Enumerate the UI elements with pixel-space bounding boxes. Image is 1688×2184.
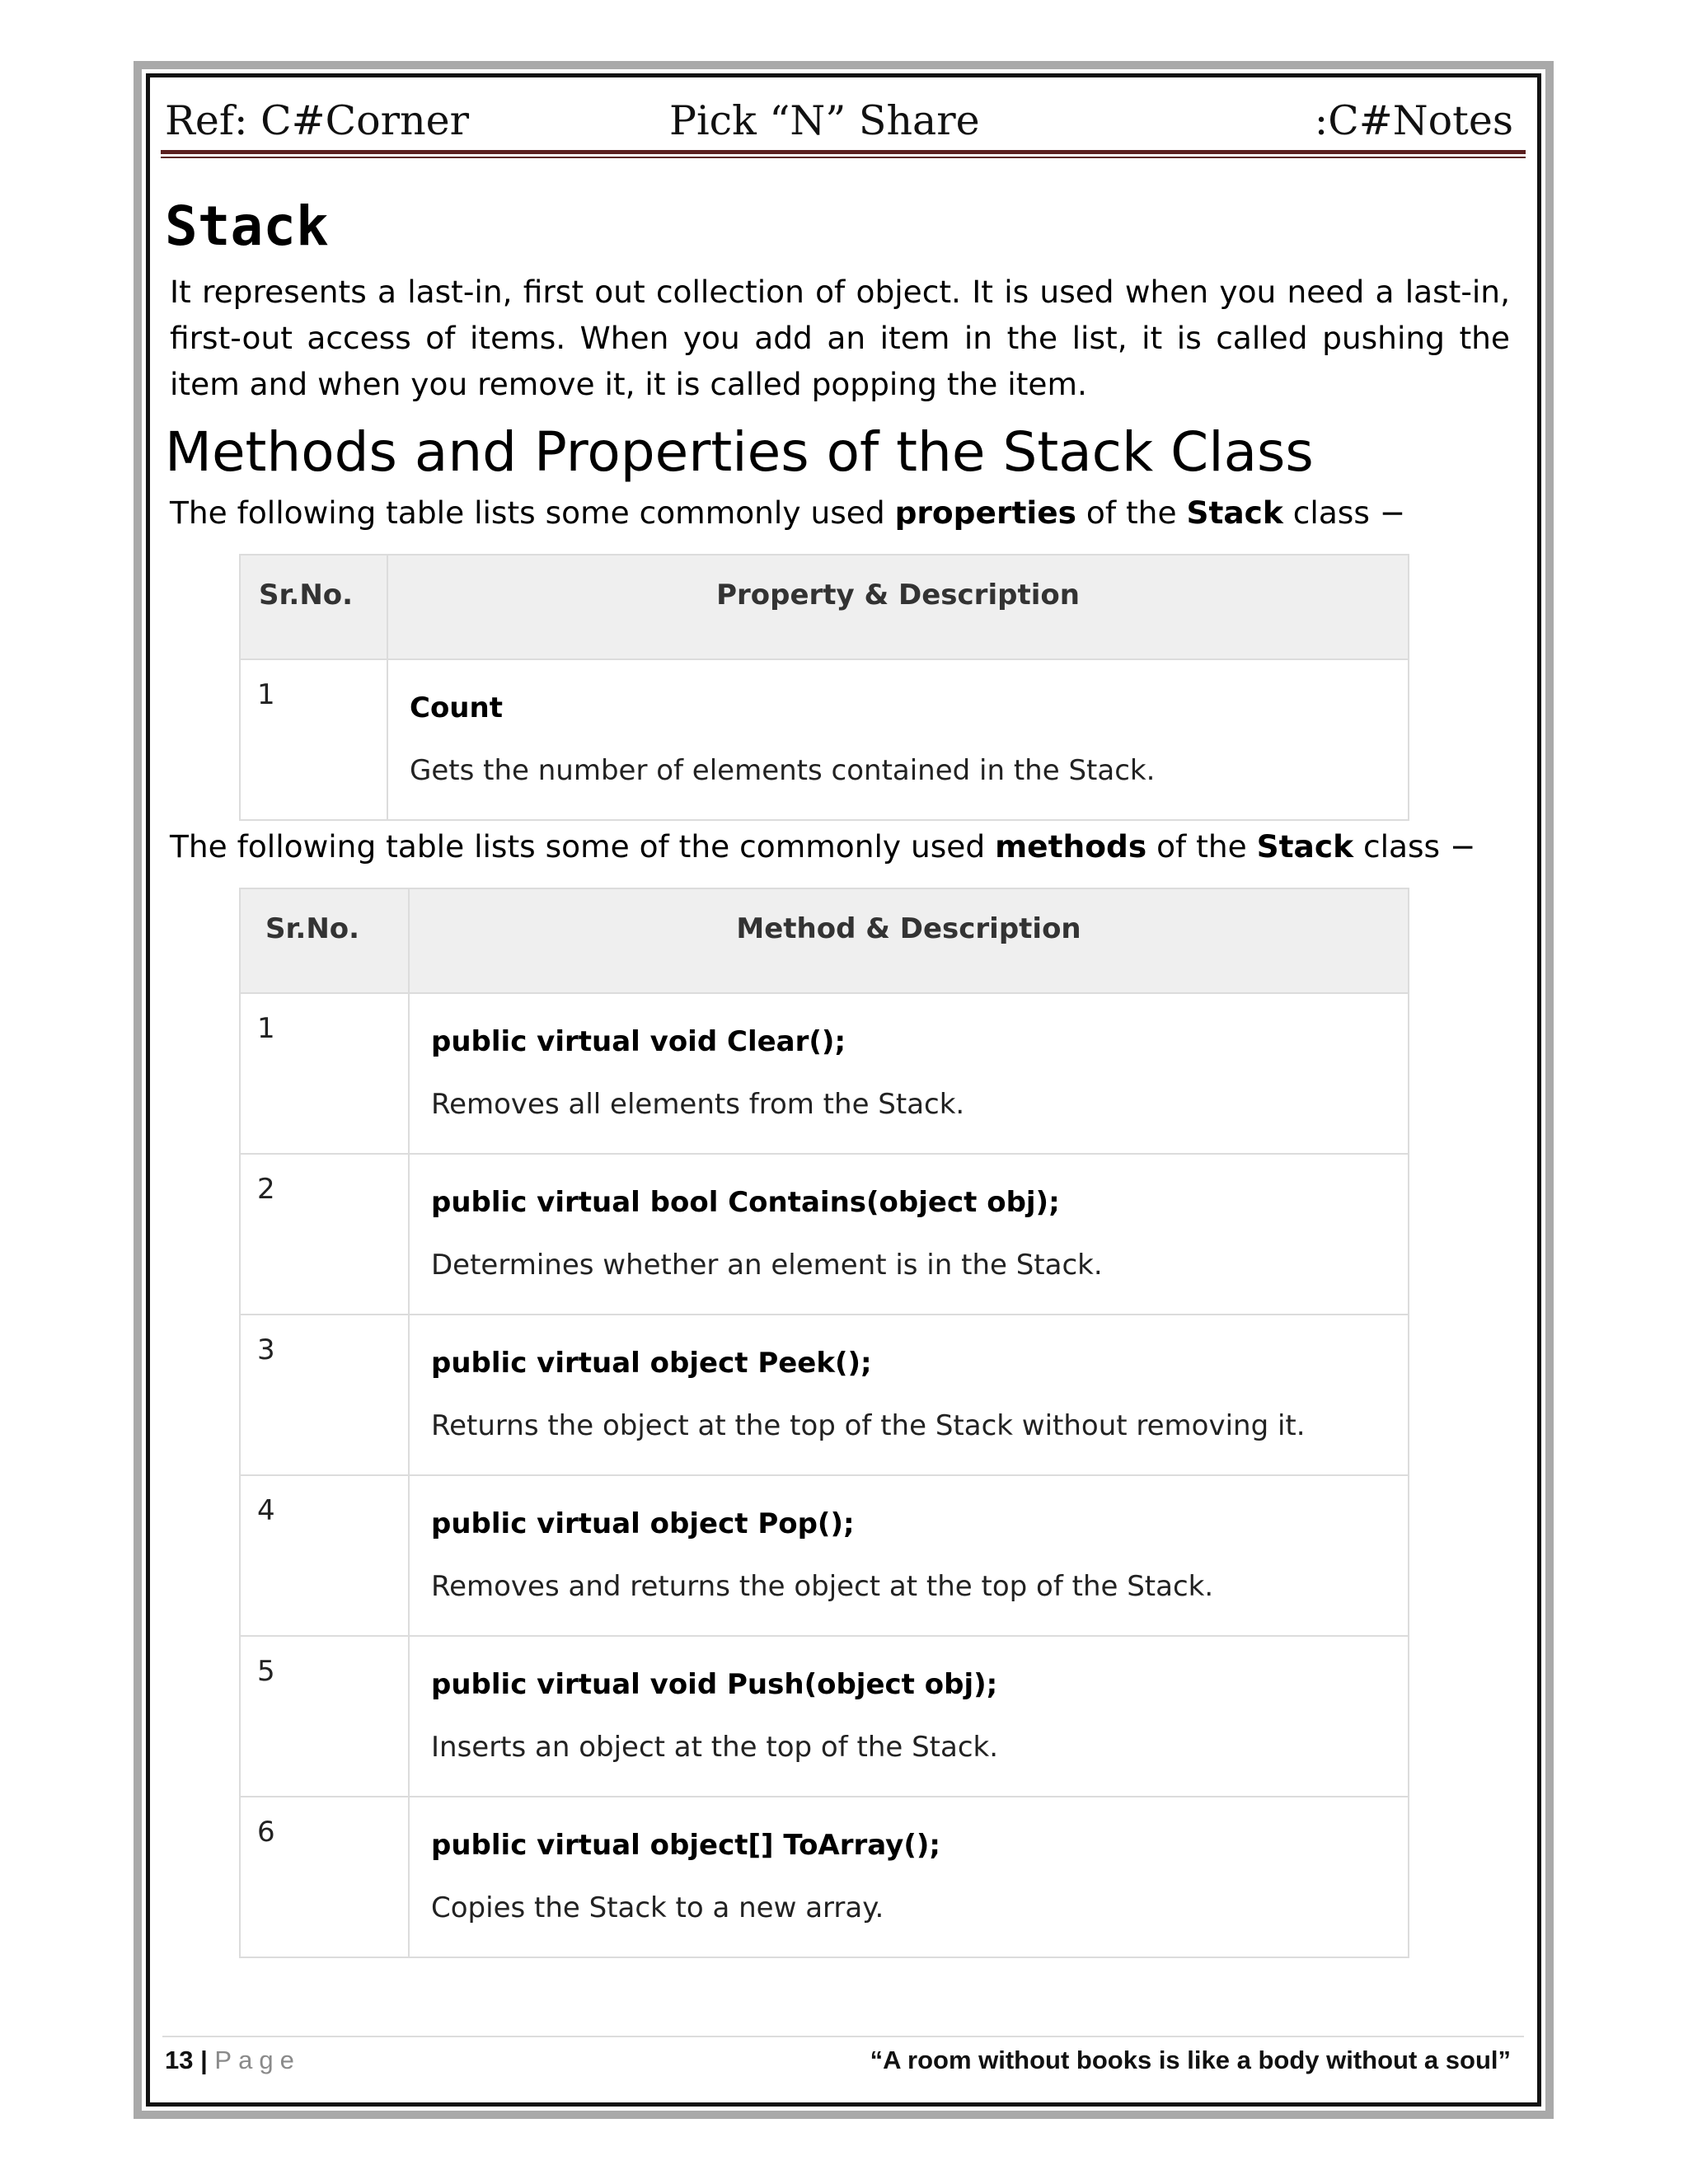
table-row bbox=[240, 1315, 1409, 1475]
row-number: 6 bbox=[240, 1797, 409, 1957]
item-title: public virtual void Clear(); bbox=[431, 1025, 846, 1058]
row-description bbox=[387, 659, 1409, 820]
table-row bbox=[240, 1636, 1409, 1797]
methods-table bbox=[239, 888, 1409, 1958]
section-title: Stack bbox=[165, 194, 329, 258]
intro-paragraph: It represents a last-in, first out collection of object. It is used when you need a last-in, first-out access of items. When you add an item in the list, it is called pushing the item and when you remove it, it is called popping the item. bbox=[170, 274, 1510, 402]
lead-bold-stack: Stack bbox=[1256, 828, 1354, 865]
item-text: Gets the number of elements contained in the Stack. bbox=[410, 754, 1156, 787]
table-row bbox=[240, 1154, 1409, 1315]
item-title: public virtual object[] ToArray(); bbox=[431, 1829, 941, 1862]
lead-bold-stack: Stack bbox=[1186, 494, 1283, 531]
footer-quote: “A room without books is like a body without a soul” bbox=[870, 2046, 1511, 2074]
item-text: Inserts an object at the top of the Stack. bbox=[431, 1731, 999, 1764]
header-description: Property & Description bbox=[387, 555, 1409, 659]
row-description bbox=[409, 1315, 1409, 1475]
row-number: 5 bbox=[240, 1636, 409, 1797]
lead-text: The following table lists some commonly used bbox=[170, 494, 895, 531]
item-title: public virtual void Push(object obj); bbox=[431, 1668, 998, 1701]
table-row bbox=[240, 659, 1409, 820]
lead-text: of the bbox=[1076, 494, 1187, 531]
item-text: Determines whether an element is in the Stack. bbox=[431, 1249, 1103, 1282]
header-rule-thin bbox=[161, 157, 1526, 158]
item-title: public virtual object Peek(); bbox=[431, 1347, 872, 1380]
header-description: Method & Description bbox=[409, 888, 1409, 993]
row-description bbox=[409, 1636, 1409, 1797]
header-srno: Sr.No. bbox=[240, 888, 409, 993]
row-description bbox=[409, 993, 1409, 1154]
row-number: 3 bbox=[240, 1315, 409, 1475]
header-srno: Sr.No. bbox=[240, 555, 387, 659]
header-notes: :C#Notes bbox=[1314, 97, 1513, 144]
table-row bbox=[240, 993, 1409, 1154]
footer-rule bbox=[162, 2036, 1524, 2037]
table-row bbox=[240, 1475, 1409, 1636]
row-number: 4 bbox=[240, 1475, 409, 1636]
row-number: 1 bbox=[240, 993, 409, 1154]
subheading: Methods and Properties of the Stack Class bbox=[165, 420, 1314, 484]
properties-table bbox=[239, 554, 1409, 821]
lead-text: of the bbox=[1146, 828, 1257, 865]
row-description bbox=[409, 1475, 1409, 1636]
lead-bold-methods: methods bbox=[995, 828, 1147, 865]
lead-text: The following table lists some of the commonly used bbox=[170, 828, 996, 865]
item-text: Copies the Stack to a new array. bbox=[431, 1891, 884, 1924]
item-title: Count bbox=[410, 691, 503, 724]
lead-text: class − bbox=[1353, 828, 1476, 865]
lead-bold-properties: properties bbox=[894, 494, 1076, 531]
row-number: 1 bbox=[240, 659, 387, 820]
header-ref: Ref: C#Corner bbox=[165, 97, 470, 144]
page-word: Page bbox=[214, 2046, 301, 2074]
page-number: 13 bbox=[165, 2046, 194, 2074]
item-text: Removes and returns the object at the top of the Stack. bbox=[431, 1570, 1214, 1603]
header-rule-thick bbox=[161, 150, 1526, 154]
row-description bbox=[409, 1154, 1409, 1315]
item-text: Returns the object at the top of the Stack without removing it. bbox=[431, 1409, 1306, 1442]
item-text: Removes all elements from the Stack. bbox=[431, 1088, 965, 1121]
row-number: 2 bbox=[240, 1154, 409, 1315]
methods-lead bbox=[170, 828, 1475, 865]
properties-lead bbox=[170, 494, 1405, 531]
table-header-row bbox=[240, 888, 1409, 993]
page-separator: | bbox=[200, 2046, 208, 2074]
page-header bbox=[165, 97, 1513, 147]
page-number-footer bbox=[165, 2046, 301, 2075]
table-header-row bbox=[240, 555, 1409, 659]
header-title: Pick “N” Share bbox=[669, 97, 980, 144]
item-title: public virtual bool Contains(object obj); bbox=[431, 1186, 1060, 1219]
row-description bbox=[409, 1797, 1409, 1957]
table-row bbox=[240, 1797, 1409, 1957]
item-title: public virtual object Pop(); bbox=[431, 1507, 855, 1540]
lead-text: class − bbox=[1282, 494, 1406, 531]
